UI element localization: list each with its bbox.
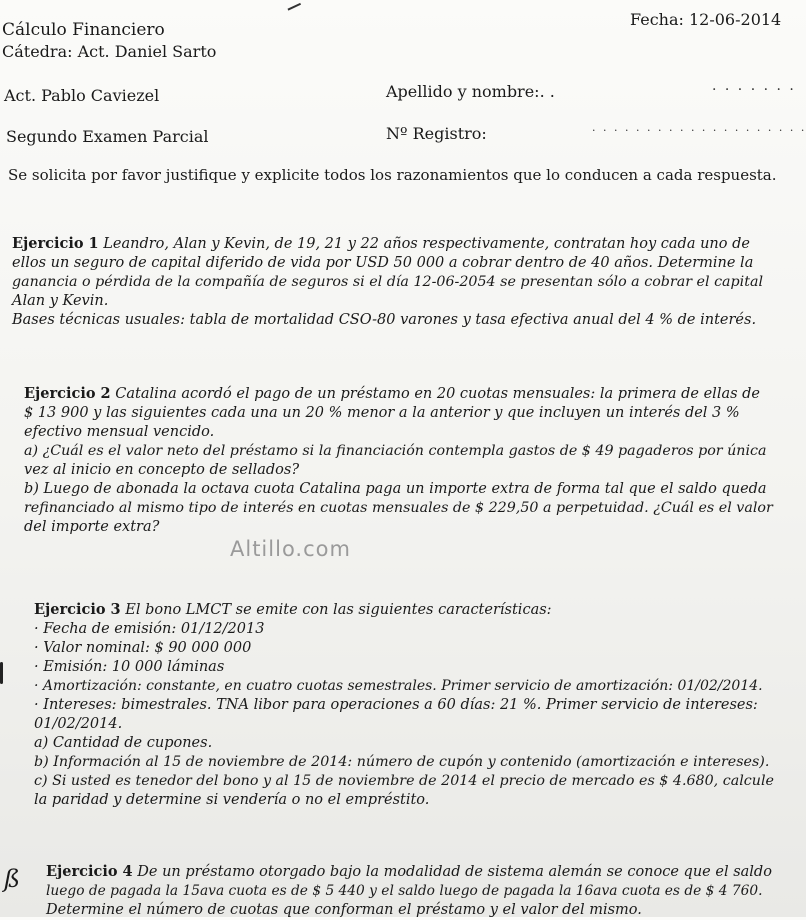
instructions-text: Se solicita por favor justifique y explicite todos los razonamientos que lo conducen a cada respuesta. xyxy=(8,166,777,184)
name-field-dots: · · · · · · · xyxy=(712,82,796,98)
exercise-2-line: del importe extra? xyxy=(24,519,160,535)
exercise-2-line: $ 13 900 y las siguientes cada una un 20 % menor a la anterior y que incluyen un interés del 3 % xyxy=(24,405,740,421)
exercise-3-line: · Fecha de emisión: 01/12/2013 xyxy=(34,621,265,637)
exercise-1-line: ellos un seguro de capital diferido de vida por USD 50 000 a cobrar dentro de 40 años. Determine la xyxy=(12,255,754,271)
exercise-2-line: efectivo mensual vencido. xyxy=(24,424,215,440)
exercise-3-line: · Valor nominal: $ 90 000 000 xyxy=(34,640,252,656)
exercise-1-title: Ejercicio 1 xyxy=(12,235,99,252)
name-field-label: Apellido y nombre:. . xyxy=(386,82,555,101)
exercise-3-line: El bono LMCT se emite con las siguientes características: xyxy=(125,602,552,618)
exercise-1-line: ganancia o pérdida de la compañía de seguros si el día 12-06-2054 se presentan sólo a cobrar el capital xyxy=(12,274,763,290)
exercise-3-line: c) Si usted es tenedor del bono y al 15 de noviembre de 2014 el precio de mercado es $ 4.680, calcule xyxy=(34,773,774,789)
registry-field-label: Nº Registro: xyxy=(386,124,487,143)
exam-date: Fecha: 12-06-2014 xyxy=(630,10,782,29)
exercise-3-line: · Amortización: constante, en cuatro cuotas semestrales. Primer servicio de amortización: 01/02/2014. xyxy=(34,678,763,694)
exercise-4-line: Determine el número de cuotas que conforman el préstamo y el valor del mismo. xyxy=(46,902,642,918)
exercise-4-line: De un préstamo otorgado bajo la modalidad de sistema alemán se conoce que el saldo xyxy=(137,864,772,880)
exercise-2-line: a) ¿Cuál es el valor neto del préstamo si la financiación contempla gastos de $ 49 pagaderos por única xyxy=(24,443,767,459)
exercise-1-line: Leandro, Alan y Kevin, de 19, 21 y 22 años respectivamente, contratan hoy cada uno de xyxy=(103,236,750,252)
registry-field-dots: · · · · · · · · · · · · · · · · · · · · xyxy=(592,124,806,137)
exercise-2-line: vez al inicio en concepto de sellados? xyxy=(24,462,300,478)
exercise-3-line: · Intereses: bimestrales. TNA libor para operaciones a 60 días: 21 %. Primer servicio de intereses: xyxy=(34,697,758,713)
chair-label: Cátedra: Act. Daniel Sarto xyxy=(2,42,217,61)
exercise-2-line: refinanciado al mismo tipo de interés en cuotas mensuales de $ 229,50 a perpetuidad. ¿Cuál es el valor xyxy=(24,500,773,516)
exercise-4-title: Ejercicio 4 xyxy=(46,863,133,880)
pen-stroke-mark xyxy=(285,0,301,11)
exercise-1-line: Bases técnicas usuales: tabla de mortalidad CSO-80 varones y tasa efectiva anual del 4 % de interés. xyxy=(12,312,757,328)
watermark-text: Altillo.com xyxy=(230,537,351,561)
exercise-4-line: luego de pagada la 15ava cuota es de $ 5 440 y el saldo luego de pagada la 16ava cuota es de $ 4 760. xyxy=(46,883,763,899)
exercise-2-line: b) Luego de abonada la octava cuota Catalina paga un importe extra de forma tal que el saldo queda xyxy=(24,481,767,497)
exercise-3-line: · Emisión: 10 000 láminas xyxy=(34,659,225,675)
margin-stroke xyxy=(0,662,3,684)
exercise-3-line: b) Información al 15 de noviembre de 2014: número de cupón y contenido (amortización e intereses). xyxy=(34,754,770,770)
exercise-3-line: la paridad y determine si vendería o no el empréstito. xyxy=(34,792,430,808)
exercise-4 xyxy=(46,862,774,920)
exercise-2-title: Ejercicio 2 xyxy=(24,385,111,402)
exercise-1-line: Alan y Kevin. xyxy=(12,293,109,309)
exam-name: Segundo Examen Parcial xyxy=(6,127,209,146)
exercise-3-line: 01/02/2014. xyxy=(34,716,123,732)
handwritten-margin-mark: ß xyxy=(4,865,21,893)
exercise-2-line: Catalina acordó el pago de un préstamo en 20 cuotas mensuales: la primera de ellas de xyxy=(115,386,761,402)
professor-name: Act. Pablo Caviezel xyxy=(4,86,160,105)
course-title: Cálculo Financiero xyxy=(2,20,165,40)
exercise-3-title: Ejercicio 3 xyxy=(34,601,121,618)
exercise-3-line: a) Cantidad de cupones. xyxy=(34,735,213,751)
exercise-2 xyxy=(24,384,774,537)
exercise-1 xyxy=(12,234,772,330)
exercise-3 xyxy=(34,600,774,810)
